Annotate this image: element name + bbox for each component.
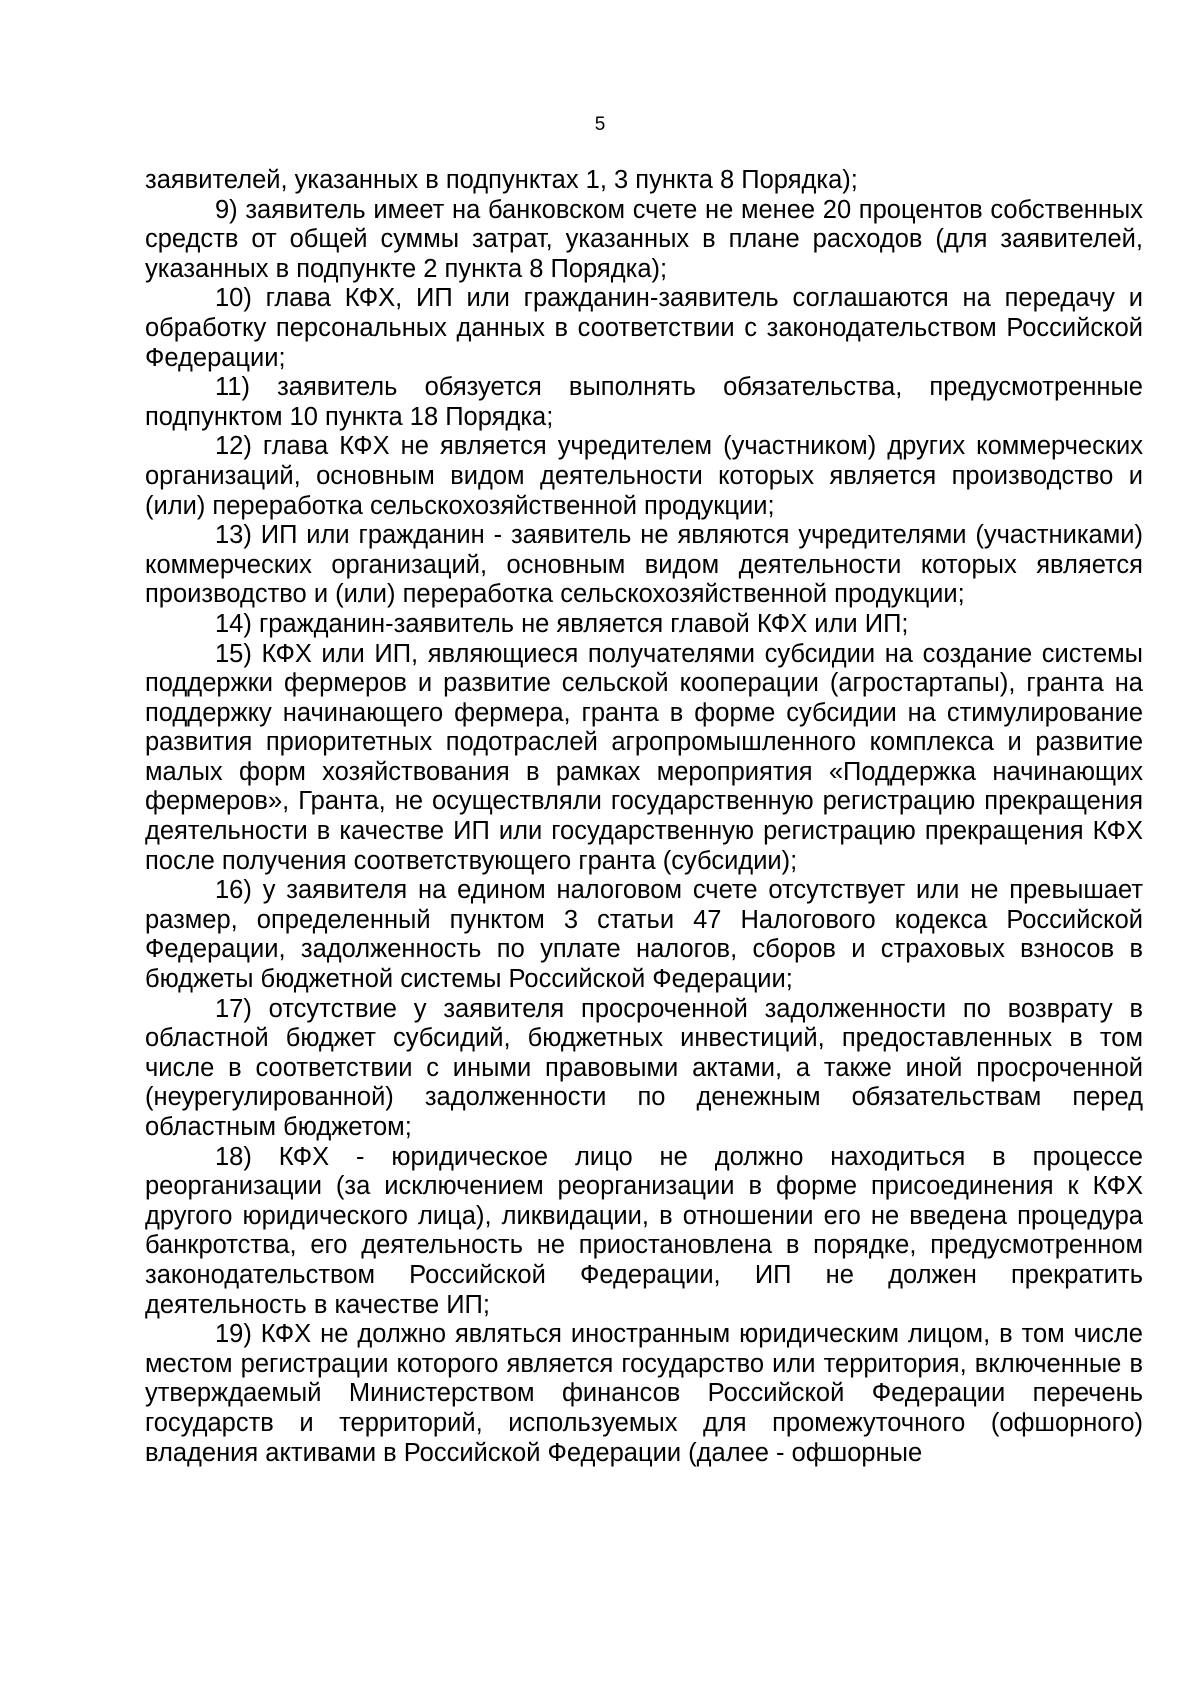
list-item-14: 14) гражданин-заявитель не является главой КФХ или ИП; [215, 609, 909, 638]
list-item-17: 17) отсутствие у заявителя просроченной задолженности по возврату в областной бюджет субсидий, бюджетных инвестиций, предоставленных в том числе в соответствии с иными правовыми актами, а также иной просроченной (неурегулированной) задолженности по денежным обязательствам перед областным бюджетом; [145, 994, 1143, 1141]
document-body [145, 166, 1143, 1468]
list-item-18: 18) КФХ - юридическое лицо не должно находиться в процессе реорганизации (за исключением реорганизации в форме присоединения к КФХ другого юридического лица), ликвидации, в отношении его не введена процедура банкротства, его деятельность не приостановлена в порядке, предусмотренном законодательством Российской Федерации, ИП не должен прекратить деятельность в качестве ИП; [145, 1142, 1143, 1319]
list-item-9: 9) заявитель имеет на банковском счете не менее 20 процентов собственных средств от общей суммы затрат, указанных в плане расходов (для заявителей, указанных в подпункте 2 пункта 8 Порядка); [145, 195, 1143, 283]
list-item-10: 10) глава КФХ, ИП или гражданин-заявитель соглашаются на передачу и обработку персональных данных в соответствии с законодательством Российской Федерации; [145, 284, 1143, 372]
list-item-15: 15) КФХ или ИП, являющиеся получателями субсидии на создание системы поддержки фермеров и развитие сельской кооперации (агростартапы), гранта на поддержку начинающего фермера, гранта в форме субсидии на стимулирование развития приоритетных подотраслей агропромышленного комплекса и развитие малых форм хозяйствования в рамках мероприятия «Поддержка начинающих фермеров», Гранта, не осуществляли государственную регистрацию прекращения деятельности в качестве ИП или государственную регистрацию прекращения КФХ после получения соответствующего гранта (субсидии); [145, 639, 1143, 875]
list-item-13: 13) ИП или гражданин - заявитель не являются учредителями (участниками) коммерческих организаций, основным видом деятельности которых является производство и (или) переработка сельскохозяйственной продукции; [145, 521, 1143, 609]
list-item-12: 12) глава КФХ не является учредителем (участником) других коммерческих организаций, основным видом деятельности которых является производство и (или) переработка сельскохозяйственной продукции; [145, 432, 1143, 520]
page-number: 5 [594, 114, 606, 135]
continuation-paragraph: заявителей, указанных в подпунктах 1, 3 пункта 8 Порядка); [145, 166, 858, 194]
list-item-16: 16) у заявителя на едином налоговом счете отсутствует или не превышает размер, определенный пунктом 3 статьи 47 Налогового кодекса Российской Федерации, задолженность по уплате налогов, сборов и страховых взносов в бюджеты бюджетной системы Российской Федерации; [145, 876, 1143, 994]
list-item-19: 19) КФХ не должно являться иностранным юридическим лицом, в том числе местом регистрации которого является государство или территория, включенные в утверждаемый Министерством финансов Российской Федерации перечень государств и территорий, используемых для промежуточного (офшорного) владения активами в Российской Федерации (далее - офшорные [145, 1320, 1143, 1467]
list-item-11: 11) заявитель обязуется выполнять обязательства, предусмотренные подпунктом 10 пункта 18 Порядка; [145, 373, 1143, 431]
